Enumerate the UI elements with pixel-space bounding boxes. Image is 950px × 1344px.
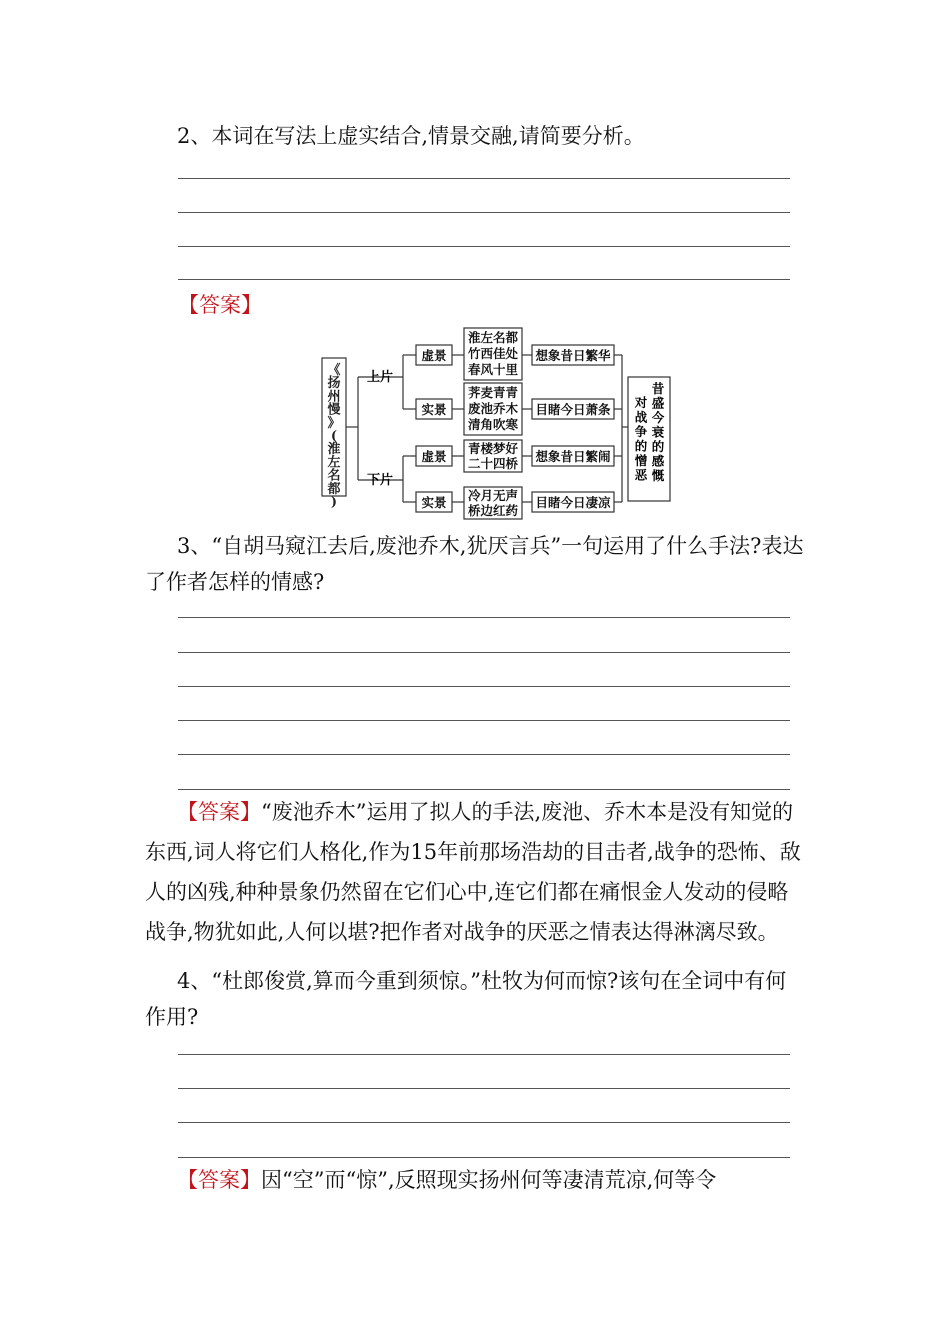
row-effect: 目睹今日凄凉 (535, 495, 611, 510)
row-kind: 实景 (421, 495, 447, 510)
answer-4-text: 因“空”而“惊”,反照现实扬州何等凄清荒凉,何等令 (261, 1168, 717, 1192)
structure-diagram (318, 325, 673, 520)
answer-line (178, 754, 790, 755)
row-line: 二十四桥 (467, 456, 519, 471)
answer-line (178, 686, 790, 687)
row-line: 冷月无声 (467, 488, 519, 503)
row-kind: 虚景 (421, 348, 447, 363)
row-kind: 实景 (421, 402, 447, 417)
conclusion-col-2: 对战争的憎恶 (634, 395, 648, 483)
answer-3-text: “废池乔木”运用了拟人的手法,废池、乔木本是没有知觉的东西,词人将它们人格化,作为15年前那场浩劫的目击者,战争的恐怖、敌人的凶残,种种景象仍然留在它们心中,连它们都在痛恨金人发动的侵略战争,物犹如此,人何以堪?把作者对战争的厌恶之情表达得淋漓尽致。 (145, 800, 801, 944)
upper-part-label: 上片 (366, 370, 394, 385)
row-line: 淮左名都 (467, 330, 519, 345)
row-line: 桥边红药 (467, 503, 519, 518)
question-2: 2、本词在写法上虚实结合,情景交融,请简要分析。 (177, 124, 645, 148)
answer-line (178, 617, 790, 618)
conclusion-col-1: 昔盛今衰的感慨 (651, 381, 665, 483)
answer-line (178, 246, 790, 247)
answer-line (178, 789, 790, 790)
answer-line (178, 652, 790, 653)
row-kind: 虚景 (421, 449, 447, 464)
row-line: 清角吹寒 (467, 417, 519, 432)
lower-part-label: 下片 (366, 473, 394, 488)
answer-line (178, 720, 790, 721)
answer-label: 【答案】 (178, 293, 262, 317)
answer-line (178, 279, 790, 280)
row-line: 春风十里 (467, 362, 519, 377)
answer-4 (145, 1160, 805, 1200)
answer-line (178, 1088, 790, 1089)
row-line: 废池乔木 (467, 401, 519, 416)
row-effect: 想象昔日繁华 (535, 348, 611, 363)
row-line: 青楼梦好 (467, 441, 519, 456)
answer-line (178, 1157, 790, 1158)
answer-line (178, 1122, 790, 1123)
answer-line (178, 1054, 790, 1055)
answer-line (178, 178, 790, 179)
row-effect: 想象昔日繁闹 (535, 449, 611, 464)
question-3: 3、“自胡马窥江去后,废池乔木,犹厌言兵”一句运用了什么手法?表达了作者怎样的情感? (145, 534, 804, 594)
row-line: 竹西佳处 (467, 346, 519, 361)
question-4: 4、“杜郎俊赏,算而今重到须惊。”杜牧为何而惊?该句在全词中有何作用? (145, 969, 787, 1029)
row-effect: 目睹今日萧条 (535, 402, 611, 417)
row-line: 荠麦青青 (467, 385, 519, 400)
answer-label: 【答案】 (177, 800, 261, 824)
diagram-title: 《扬州慢》(淮左名都) (327, 363, 341, 510)
answer-3 (145, 792, 805, 952)
answer-line (178, 212, 790, 213)
answer-label: 【答案】 (177, 1168, 261, 1192)
